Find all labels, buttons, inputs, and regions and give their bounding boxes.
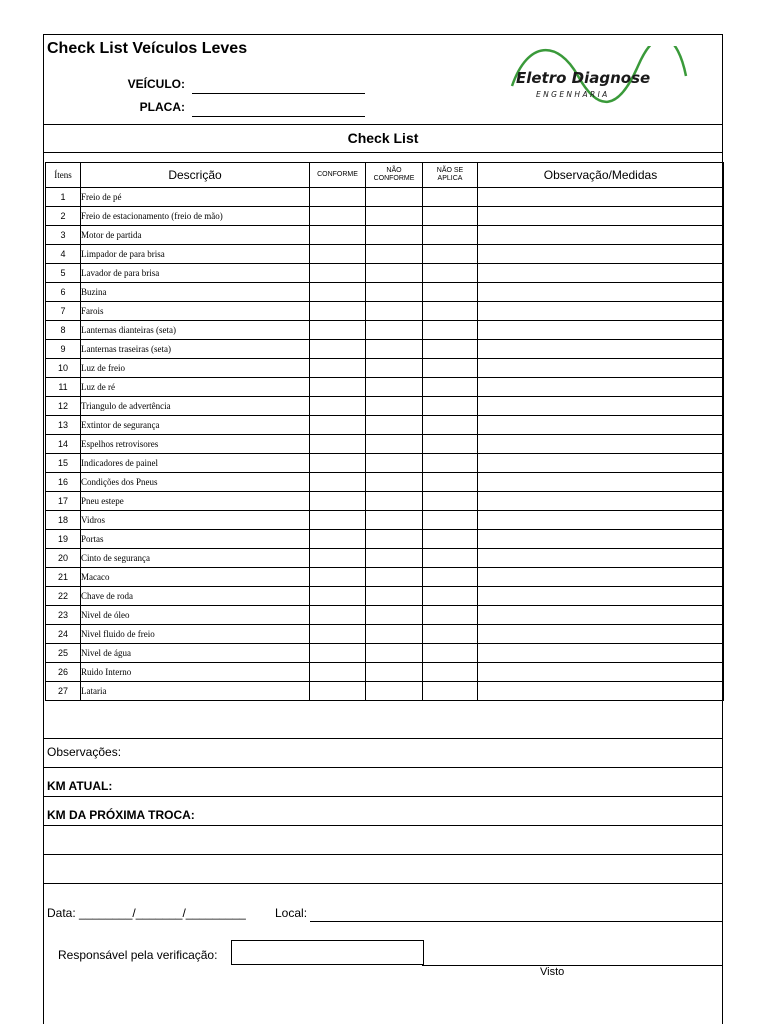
item-number: 11 — [46, 378, 81, 397]
nao-se-aplica-cell[interactable] — [423, 397, 478, 416]
placa-field[interactable] — [192, 116, 365, 117]
page-title: Check List Veículos Leves — [47, 40, 248, 57]
table-row — [46, 302, 724, 321]
item-number: 20 — [46, 549, 81, 568]
nao-se-aplica-cell[interactable] — [423, 625, 478, 644]
table-row — [46, 473, 724, 492]
checklist-table — [45, 162, 724, 701]
header-nao-conforme: NÃO CONFORME — [366, 163, 423, 188]
table-row — [46, 549, 724, 568]
logo-wave-icon — [508, 46, 690, 112]
table-row — [46, 492, 724, 511]
observacao-cell[interactable] — [478, 530, 724, 549]
item-number: 1 — [46, 188, 81, 207]
table-row — [46, 530, 724, 549]
responsavel-label: Responsável pela verificação: — [58, 948, 218, 962]
conforme-cell[interactable] — [310, 188, 366, 207]
nao-se-aplica-cell[interactable] — [423, 435, 478, 454]
item-description: Chave de roda — [81, 587, 310, 606]
item-description: Triangulo de advertência — [81, 397, 310, 416]
nao-se-aplica-cell[interactable] — [423, 264, 478, 283]
nao-conforme-cell[interactable] — [366, 283, 423, 302]
table-row — [46, 359, 724, 378]
nao-se-aplica-cell[interactable] — [423, 226, 478, 245]
nao-conforme-cell[interactable] — [366, 549, 423, 568]
conforme-cell[interactable] — [310, 454, 366, 473]
nao-se-aplica-cell[interactable] — [423, 492, 478, 511]
conforme-cell[interactable] — [310, 321, 366, 340]
veiculo-label: VEÍCULO: — [127, 77, 185, 91]
nao-se-aplica-cell[interactable] — [423, 530, 478, 549]
table-row — [46, 378, 724, 397]
conforme-cell[interactable] — [310, 530, 366, 549]
table-row — [46, 245, 724, 264]
observacao-cell[interactable] — [478, 587, 724, 606]
nao-se-aplica-cell[interactable] — [423, 587, 478, 606]
observacao-cell[interactable] — [478, 454, 724, 473]
item-number: 7 — [46, 302, 81, 321]
nao-se-aplica-cell[interactable] — [423, 454, 478, 473]
item-description: Espelhos retrovisores — [81, 435, 310, 454]
conforme-cell[interactable] — [310, 378, 366, 397]
item-number: 19 — [46, 530, 81, 549]
item-number: 24 — [46, 625, 81, 644]
item-number: 12 — [46, 397, 81, 416]
item-description: Indicadores de painel — [81, 454, 310, 473]
nao-conforme-cell[interactable] — [366, 511, 423, 530]
observacao-cell[interactable] — [478, 359, 724, 378]
nao-conforme-cell[interactable] — [366, 454, 423, 473]
observacoes-label: Observações: — [47, 745, 122, 759]
item-number: 10 — [46, 359, 81, 378]
conforme-cell[interactable] — [310, 226, 366, 245]
item-description: Farois — [81, 302, 310, 321]
observacao-cell[interactable] — [478, 302, 724, 321]
item-description: Lanternas dianteiras (seta) — [81, 321, 310, 340]
header-conforme: CONFORME — [310, 163, 366, 188]
item-description: Ruido Interno — [81, 663, 310, 682]
local-field[interactable] — [310, 921, 722, 922]
conforme-cell[interactable] — [310, 682, 366, 701]
table-row — [46, 644, 724, 663]
header-descricao: Descrição — [81, 163, 310, 188]
table-row — [46, 682, 724, 701]
item-number: 25 — [46, 644, 81, 663]
conforme-cell[interactable] — [310, 302, 366, 321]
conforme-cell[interactable] — [310, 207, 366, 226]
nao-se-aplica-cell[interactable] — [423, 606, 478, 625]
item-description: Buzina — [81, 283, 310, 302]
observacao-cell[interactable] — [478, 378, 724, 397]
item-number: 16 — [46, 473, 81, 492]
item-number: 9 — [46, 340, 81, 359]
nao-conforme-cell[interactable] — [366, 587, 423, 606]
conforme-cell[interactable] — [310, 568, 366, 587]
table-row — [46, 416, 724, 435]
nao-conforme-cell[interactable] — [366, 226, 423, 245]
table-row — [46, 226, 724, 245]
conforme-cell[interactable] — [310, 492, 366, 511]
observacao-cell[interactable] — [478, 397, 724, 416]
conforme-cell[interactable] — [310, 359, 366, 378]
nao-conforme-cell[interactable] — [366, 435, 423, 454]
table-row — [46, 207, 724, 226]
footer-divider — [43, 883, 723, 884]
nao-conforme-cell[interactable] — [366, 606, 423, 625]
table-row — [46, 283, 724, 302]
table-row — [46, 340, 724, 359]
nao-se-aplica-cell[interactable] — [423, 321, 478, 340]
nao-conforme-cell[interactable] — [366, 416, 423, 435]
nao-se-aplica-cell[interactable] — [423, 644, 478, 663]
observacao-cell[interactable] — [478, 283, 724, 302]
nao-conforme-cell[interactable] — [366, 625, 423, 644]
veiculo-field[interactable] — [192, 93, 365, 94]
item-description: Nivel de água — [81, 644, 310, 663]
km-atual-label: KM ATUAL: — [47, 779, 113, 793]
item-description: Luz de freio — [81, 359, 310, 378]
conforme-cell[interactable] — [310, 587, 366, 606]
table-row — [46, 264, 724, 283]
table-row — [46, 397, 724, 416]
observacao-cell[interactable] — [478, 549, 724, 568]
conforme-cell[interactable] — [310, 549, 366, 568]
conforme-cell[interactable] — [310, 511, 366, 530]
header-divider — [43, 124, 723, 125]
observacao-cell[interactable] — [478, 492, 724, 511]
item-number: 4 — [46, 245, 81, 264]
footer-divider — [43, 767, 723, 768]
observacao-cell[interactable] — [478, 245, 724, 264]
item-number: 15 — [46, 454, 81, 473]
visto-label: Visto — [540, 966, 565, 978]
nao-conforme-cell[interactable] — [366, 663, 423, 682]
nao-conforme-cell[interactable] — [366, 359, 423, 378]
nao-conforme-cell[interactable] — [366, 682, 423, 701]
footer-divider — [43, 825, 723, 826]
company-logo — [508, 46, 690, 112]
nao-conforme-cell[interactable] — [366, 188, 423, 207]
nao-conforme-cell[interactable] — [366, 397, 423, 416]
conforme-cell[interactable] — [310, 245, 366, 264]
conforme-cell[interactable] — [310, 625, 366, 644]
item-number: 21 — [46, 568, 81, 587]
footer-divider — [43, 796, 723, 797]
item-description: Nivel fluido de freio — [81, 625, 310, 644]
table-row — [46, 568, 724, 587]
nao-conforme-cell[interactable] — [366, 378, 423, 397]
nao-conforme-cell[interactable] — [366, 207, 423, 226]
nao-se-aplica-cell[interactable] — [423, 302, 478, 321]
nao-se-aplica-cell[interactable] — [423, 359, 478, 378]
header-itens: Ítens — [46, 163, 81, 188]
nao-conforme-cell[interactable] — [366, 321, 423, 340]
nao-se-aplica-cell[interactable] — [423, 245, 478, 264]
table-row — [46, 663, 724, 682]
observacao-cell[interactable] — [478, 435, 724, 454]
item-description: Nivel de óleo — [81, 606, 310, 625]
item-description: Motor de partida — [81, 226, 310, 245]
item-number: 14 — [46, 435, 81, 454]
item-number: 5 — [46, 264, 81, 283]
conforme-cell[interactable] — [310, 397, 366, 416]
responsavel-field[interactable] — [231, 940, 424, 965]
item-description: Portas — [81, 530, 310, 549]
item-description: Lanternas traseiras (seta) — [81, 340, 310, 359]
item-description: Lavador de para brisa — [81, 264, 310, 283]
nao-conforme-cell[interactable] — [366, 530, 423, 549]
table-row — [46, 321, 724, 340]
observacao-cell[interactable] — [478, 511, 724, 530]
nao-conforme-cell[interactable] — [366, 245, 423, 264]
conforme-cell[interactable] — [310, 473, 366, 492]
item-description: Freio de pé — [81, 188, 310, 207]
nao-se-aplica-cell[interactable] — [423, 283, 478, 302]
conforme-cell[interactable] — [310, 435, 366, 454]
nao-se-aplica-cell[interactable] — [423, 188, 478, 207]
item-number: 2 — [46, 207, 81, 226]
item-description: Macaco — [81, 568, 310, 587]
nao-se-aplica-cell[interactable] — [423, 207, 478, 226]
nao-se-aplica-cell[interactable] — [423, 511, 478, 530]
item-number: 3 — [46, 226, 81, 245]
table-row — [46, 435, 724, 454]
observacao-cell[interactable] — [478, 663, 724, 682]
item-number: 18 — [46, 511, 81, 530]
observacao-cell[interactable] — [478, 321, 724, 340]
table-row — [46, 511, 724, 530]
item-description: Extintor de segurança — [81, 416, 310, 435]
logo-text: Eletro Diagnose — [516, 69, 651, 87]
nao-se-aplica-cell[interactable] — [423, 568, 478, 587]
nao-se-aplica-cell[interactable] — [423, 340, 478, 359]
data-label: Data: ________/_______/_________ — [47, 906, 246, 920]
item-number: 23 — [46, 606, 81, 625]
table-header-row — [46, 163, 724, 188]
conforme-cell[interactable] — [310, 416, 366, 435]
header-observacao: Observação/Medidas — [478, 163, 724, 188]
observacao-cell[interactable] — [478, 207, 724, 226]
nao-conforme-cell[interactable] — [366, 492, 423, 511]
observacao-cell[interactable] — [478, 644, 724, 663]
nao-conforme-cell[interactable] — [366, 644, 423, 663]
item-number: 13 — [46, 416, 81, 435]
item-number: 22 — [46, 587, 81, 606]
placa-label: PLACA: — [139, 100, 185, 114]
observacao-cell[interactable] — [478, 473, 724, 492]
nao-se-aplica-cell[interactable] — [423, 378, 478, 397]
table-row — [46, 587, 724, 606]
footer-divider — [422, 965, 722, 966]
logo-subtext: E N G E N H A R I A — [536, 90, 608, 99]
observacao-cell[interactable] — [478, 606, 724, 625]
section-divider — [43, 152, 723, 153]
nao-conforme-cell[interactable] — [366, 264, 423, 283]
item-number: 17 — [46, 492, 81, 511]
observacao-cell[interactable] — [478, 682, 724, 701]
item-description: Luz de ré — [81, 378, 310, 397]
table-row — [46, 454, 724, 473]
nao-se-aplica-cell[interactable] — [423, 682, 478, 701]
nao-se-aplica-cell[interactable] — [423, 549, 478, 568]
conforme-cell[interactable] — [310, 644, 366, 663]
item-description: Condições dos Pneus — [81, 473, 310, 492]
nao-conforme-cell[interactable] — [366, 568, 423, 587]
observacao-cell[interactable] — [478, 625, 724, 644]
section-title: Check List — [347, 130, 419, 146]
local-label: Local: — [275, 906, 308, 920]
item-description: Lataria — [81, 682, 310, 701]
conforme-cell[interactable] — [310, 264, 366, 283]
table-row — [46, 625, 724, 644]
table-row — [46, 606, 724, 625]
item-number: 26 — [46, 663, 81, 682]
item-description: Freio de estacionamento (freio de mão) — [81, 207, 310, 226]
nao-se-aplica-cell[interactable] — [423, 473, 478, 492]
observacao-cell[interactable] — [478, 188, 724, 207]
nao-conforme-cell[interactable] — [366, 340, 423, 359]
item-description: Cinto de segurança — [81, 549, 310, 568]
km-proxima-label: KM DA PRÓXIMA TROCA: — [47, 808, 195, 822]
conforme-cell[interactable] — [310, 606, 366, 625]
observacao-cell[interactable] — [478, 264, 724, 283]
conforme-cell[interactable] — [310, 663, 366, 682]
nao-conforme-cell[interactable] — [366, 302, 423, 321]
observacao-cell[interactable] — [478, 416, 724, 435]
item-description: Limpador de para brisa — [81, 245, 310, 264]
header-nao-se-aplica: NÃO SE APLICA — [423, 163, 478, 188]
item-description: Pneu estepe — [81, 492, 310, 511]
nao-conforme-cell[interactable] — [366, 473, 423, 492]
nao-se-aplica-cell[interactable] — [423, 416, 478, 435]
observacao-cell[interactable] — [478, 568, 724, 587]
item-number: 6 — [46, 283, 81, 302]
item-number: 27 — [46, 682, 81, 701]
nao-se-aplica-cell[interactable] — [423, 663, 478, 682]
conforme-cell[interactable] — [310, 283, 366, 302]
item-description: Vidros — [81, 511, 310, 530]
footer-divider — [43, 738, 723, 739]
conforme-cell[interactable] — [310, 340, 366, 359]
item-number: 8 — [46, 321, 81, 340]
footer-divider — [43, 854, 723, 855]
table-row — [46, 188, 724, 207]
observacao-cell[interactable] — [478, 340, 724, 359]
observacao-cell[interactable] — [478, 226, 724, 245]
